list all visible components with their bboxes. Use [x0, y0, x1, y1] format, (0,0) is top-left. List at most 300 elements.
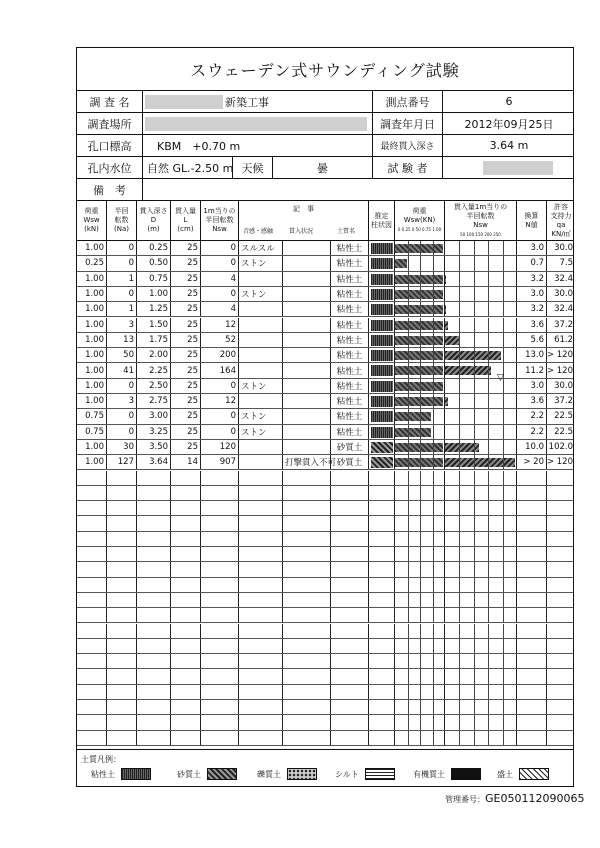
- cell-na: [107, 486, 137, 500]
- grid-line: [503, 287, 504, 301]
- cell-n: [517, 624, 547, 638]
- gravel-swatch: [287, 768, 317, 780]
- grid-line: [420, 654, 421, 668]
- grid-line: [503, 241, 504, 255]
- cell-load-graph: [395, 256, 445, 270]
- cell-pen: [283, 287, 331, 301]
- cell-l: 14: [171, 455, 201, 469]
- grid-line: [474, 425, 475, 439]
- cell-n: 3.6: [517, 394, 547, 408]
- cell-d: 1.25: [137, 302, 171, 316]
- cell-pen: [283, 409, 331, 423]
- cell-l: [171, 501, 201, 515]
- grid-line: [474, 547, 475, 561]
- cell-column-diagram: [369, 363, 395, 377]
- redacted-block: [483, 161, 553, 175]
- grid-line: [488, 578, 489, 592]
- table-row: [77, 685, 573, 700]
- cell-nsw-graph: [445, 700, 517, 714]
- cell-column-diagram: [369, 562, 395, 576]
- cell-qa: 30.0: [554, 289, 573, 300]
- cell-load-graph: [395, 272, 445, 286]
- cell-wsw: 0.25: [77, 256, 107, 270]
- grid-line: [488, 715, 489, 729]
- cell-na: 50: [107, 348, 137, 362]
- cell-d: [137, 624, 171, 638]
- grid-line: [488, 394, 489, 408]
- cell-qa: [547, 700, 575, 714]
- cell-nsw: [201, 715, 239, 729]
- table-row: [77, 501, 573, 516]
- grid-line: [408, 624, 409, 638]
- cell-na: 0: [107, 287, 137, 301]
- grid-line: [433, 440, 434, 454]
- cell-pen: [283, 562, 331, 576]
- cell-na: 0: [107, 256, 137, 270]
- cell-column-diagram: [369, 715, 395, 729]
- redacted-block: [145, 117, 367, 131]
- table-row: [77, 578, 573, 593]
- grid-line: [503, 669, 504, 683]
- cell-sound: [239, 669, 283, 683]
- cell-na: [107, 471, 137, 485]
- cell-wsw: [77, 639, 107, 653]
- cell-column-diagram: [369, 302, 395, 316]
- cell-wsw: 1.00: [77, 272, 107, 286]
- cell-nsw-graph: [445, 272, 517, 286]
- grid-line: [459, 440, 460, 454]
- cell-pen: [283, 348, 331, 362]
- cell-nsw-graph: [445, 363, 517, 377]
- grid-line: [459, 363, 460, 377]
- grid-line: [474, 578, 475, 592]
- cell-d: 0.75: [137, 272, 171, 286]
- cell-pen: [283, 394, 331, 408]
- col-nsw-graph: 貫入量1m当りの 半回転数 Nsw 50 100 150 200 250: [445, 201, 517, 240]
- cell-sound: [239, 363, 283, 377]
- cell-pen: [283, 578, 331, 592]
- grid-line: [420, 241, 421, 255]
- grid-line: [503, 624, 504, 638]
- grid-line: [408, 425, 409, 439]
- cell-pen: [283, 379, 331, 393]
- cell-qa: 7.5: [559, 258, 573, 269]
- cell-sound: [239, 715, 283, 729]
- cell-nsw: 164: [201, 363, 239, 377]
- cell-wsw: [77, 654, 107, 668]
- cell-column-diagram: [369, 455, 395, 469]
- cell-n: 10.0: [517, 440, 547, 454]
- cell-soil: 粘性土: [331, 379, 369, 393]
- cell-qa: [547, 731, 575, 745]
- grid-line: [474, 486, 475, 500]
- cell-nsw: [201, 562, 239, 576]
- grid-line: [488, 685, 489, 699]
- col-column-diagram: 推定 柱状図: [369, 201, 395, 240]
- cell-n: 3.0: [517, 287, 547, 301]
- grid-line: [488, 440, 489, 454]
- table-row: [77, 608, 573, 623]
- cell-load-graph: [395, 394, 445, 408]
- col-remarks: 記 事 音感・感触 貫入状況 土質名: [239, 201, 369, 240]
- grid-line: [474, 256, 475, 270]
- cell-sound: [239, 516, 283, 530]
- grid-line: [408, 593, 409, 607]
- grid-line: [459, 624, 460, 638]
- soil-column-mark: [371, 289, 393, 300]
- soil-column-mark: [371, 335, 393, 346]
- cell-qa: [547, 624, 575, 638]
- grid-line: [420, 608, 421, 622]
- cell-wsw: 1.00: [77, 455, 107, 469]
- point-no-value: 6: [505, 95, 513, 108]
- grid-line: [408, 241, 409, 255]
- cell-qa: 37.2: [554, 396, 573, 407]
- cell-soil: [331, 700, 369, 714]
- grid-line: [503, 685, 504, 699]
- cell-qa: > 120: [546, 365, 573, 376]
- grid-line: [488, 256, 489, 270]
- grid-line: [474, 471, 475, 485]
- cell-qa: [547, 501, 575, 515]
- cell-na: 0: [107, 379, 137, 393]
- grid-line: [474, 639, 475, 653]
- remarks-label: 備 考: [77, 179, 143, 200]
- cell-l: 25: [171, 302, 201, 316]
- col-nsw: 1m当りの 半回転数 Nsw: [201, 201, 239, 240]
- cell-nsw: [201, 486, 239, 500]
- grid-line: [420, 394, 421, 408]
- grid-line: [488, 624, 489, 638]
- cell-soil: [331, 593, 369, 607]
- table-row: [77, 372, 573, 394]
- cell-na: 3: [107, 318, 137, 332]
- col-n-value: 換算 N値: [517, 201, 547, 240]
- grid-line: [459, 715, 460, 729]
- cell-pen: [283, 654, 331, 668]
- grid-line: [433, 731, 434, 745]
- cell-l: [171, 639, 201, 653]
- grid-line: [408, 654, 409, 668]
- cell-column-diagram: [369, 241, 395, 255]
- cell-wsw: [77, 486, 107, 500]
- grid-line: [420, 593, 421, 607]
- grid-line: [459, 731, 460, 745]
- cell-wsw: 1.00: [77, 241, 107, 255]
- table-row: [77, 715, 573, 730]
- grid-line: [459, 700, 460, 714]
- cell-soil: 粘性土: [331, 318, 369, 332]
- cell-nsw: 0: [201, 241, 239, 255]
- grid-line: [459, 318, 460, 332]
- cell-d: 2.75: [137, 394, 171, 408]
- cell-na: [107, 624, 137, 638]
- cell-na: [107, 593, 137, 607]
- cell-nsw-graph: [445, 547, 517, 561]
- grid-line: [420, 547, 421, 561]
- cell-pen: [283, 547, 331, 561]
- cell-pen: [283, 318, 331, 332]
- grid-line: [408, 532, 409, 546]
- grid-line: [408, 516, 409, 530]
- table-row: [77, 318, 573, 333]
- cell-qa: > 120: [546, 350, 573, 361]
- table-row: [77, 409, 573, 424]
- grid-line: [488, 608, 489, 622]
- grid-line: [408, 318, 409, 332]
- cell-l: 25: [171, 272, 201, 286]
- cell-d: [137, 593, 171, 607]
- cell-sound: [239, 394, 283, 408]
- grid-line: [420, 287, 421, 301]
- grid-line: [503, 608, 504, 622]
- cell-column-diagram: [369, 379, 395, 393]
- cell-soil: 粘性土: [331, 333, 369, 347]
- grid-line: [408, 486, 409, 500]
- cell-soil: 砂質土: [331, 440, 369, 454]
- grid-line: [503, 318, 504, 332]
- grid-line: [474, 532, 475, 546]
- grid-line: [474, 440, 475, 454]
- cell-nsw-graph: [445, 409, 517, 423]
- survey-name-field: [143, 91, 373, 112]
- grid-line: [408, 287, 409, 301]
- legend-clay: 粘性土: [91, 768, 151, 780]
- cell-l: [171, 578, 201, 592]
- cell-nsw: 52: [201, 333, 239, 347]
- cell-wsw: 1.00: [77, 394, 107, 408]
- grid-line: [420, 348, 421, 362]
- cell-l: [171, 593, 201, 607]
- legend-sand: 砂質土: [177, 768, 237, 780]
- grid-line: [488, 409, 489, 423]
- cell-l: 25: [171, 287, 201, 301]
- cell-nsw: [201, 501, 239, 515]
- cell-column-diagram: [369, 348, 395, 362]
- col-depth: 貫入深さ D (m): [137, 201, 171, 240]
- cell-nsw-graph: [445, 302, 517, 316]
- grid-line: [408, 685, 409, 699]
- cell-nsw-graph: [445, 516, 517, 530]
- cell-n: 2.2: [517, 409, 547, 423]
- cell-nsw-graph: [445, 486, 517, 500]
- grid-line: [503, 348, 504, 362]
- cell-d: [137, 501, 171, 515]
- cell-nsw: [201, 471, 239, 485]
- grid-line: [408, 409, 409, 423]
- cell-wsw: [77, 624, 107, 638]
- grid-line: [433, 700, 434, 714]
- grid-line: [488, 241, 489, 255]
- load-bar: [395, 290, 443, 299]
- legend-label: 土質凡例：: [81, 755, 121, 764]
- cell-pen: [283, 471, 331, 485]
- cell-pen: [283, 486, 331, 500]
- cell-load-graph: [395, 425, 445, 439]
- load-bar: [395, 412, 431, 421]
- cell-nsw-graph: [445, 241, 517, 255]
- grid-line: [459, 608, 460, 622]
- cell-column-diagram: [369, 318, 395, 332]
- grid-line: [420, 318, 421, 332]
- weather-label: 天候: [233, 157, 273, 178]
- cell-nsw: 12: [201, 394, 239, 408]
- cell-d: 0.25: [137, 241, 171, 255]
- cell-load-graph: [395, 455, 445, 469]
- cell-pen: [283, 624, 331, 638]
- soil-column-mark: [371, 350, 393, 361]
- cell-l: [171, 562, 201, 576]
- cell-wsw: [77, 715, 107, 729]
- cell-column-diagram: [369, 578, 395, 592]
- cell-d: 1.00: [137, 287, 171, 301]
- cell-n: [517, 593, 547, 607]
- grid-line: [433, 516, 434, 530]
- cell-column-diagram: [369, 516, 395, 530]
- cell-d: 1.50: [137, 318, 171, 332]
- tester-label: 試 験 者: [373, 157, 443, 178]
- cell-soil: [331, 669, 369, 683]
- cell-wsw: 1.00: [77, 302, 107, 316]
- fill-swatch: [519, 768, 549, 780]
- load-bar: [395, 259, 407, 268]
- cell-na: [107, 578, 137, 592]
- cell-soil: [331, 516, 369, 530]
- load-bar: [395, 428, 431, 437]
- cell-pen: [283, 363, 331, 377]
- cell-nsw-graph: [445, 731, 517, 745]
- cell-pen: [283, 501, 331, 515]
- cell-sound: [239, 608, 283, 622]
- cell-qa: [547, 669, 575, 683]
- grid-line: [420, 379, 421, 393]
- cell-load-graph: [395, 654, 445, 668]
- grid-line: [433, 363, 434, 377]
- cell-column-diagram: [369, 409, 395, 423]
- cell-sound: [239, 654, 283, 668]
- cell-pen: [283, 241, 331, 255]
- cell-d: 2.50: [137, 379, 171, 393]
- cell-soil: [331, 501, 369, 515]
- cell-load-graph: [395, 715, 445, 729]
- cell-soil: 粘性土: [331, 241, 369, 255]
- legend-fill: 盛土: [497, 768, 549, 780]
- cell-d: [137, 486, 171, 500]
- grid-line: [503, 409, 504, 423]
- grid-line: [459, 532, 460, 546]
- cell-load-graph: [395, 241, 445, 255]
- cell-n: [517, 685, 547, 699]
- grid-line: [433, 287, 434, 301]
- cell-pen: [283, 516, 331, 530]
- grid-line: [420, 532, 421, 546]
- cell-l: 25: [171, 318, 201, 332]
- grid-line: [408, 363, 409, 377]
- cell-na: [107, 654, 137, 668]
- cell-qa: 22.5: [554, 411, 573, 422]
- cell-d: [137, 562, 171, 576]
- soil-column-mark: [371, 274, 393, 285]
- grid-line: [474, 608, 475, 622]
- column-headers: [77, 201, 573, 241]
- cell-sound: [239, 593, 283, 607]
- cell-soil: [331, 715, 369, 729]
- cell-n: [517, 654, 547, 668]
- cell-qa: [547, 547, 575, 561]
- cell-nsw: [201, 593, 239, 607]
- cell-sound: ストン: [239, 287, 283, 301]
- grid-line: [420, 272, 421, 286]
- cell-pen: [283, 425, 331, 439]
- cell-sound: [239, 578, 283, 592]
- grid-line: [420, 685, 421, 699]
- cell-na: 41: [107, 363, 137, 377]
- cell-sound: [239, 455, 283, 469]
- cell-soil: [331, 608, 369, 622]
- cell-soil: [331, 624, 369, 638]
- grid-line: [474, 333, 475, 347]
- cell-sound: [239, 471, 283, 485]
- cell-column-diagram: [369, 256, 395, 270]
- soil-column-mark: [371, 457, 393, 468]
- cell-nsw-graph: [445, 501, 517, 515]
- cell-sound: ストン: [239, 256, 283, 270]
- cell-nsw: 0: [201, 379, 239, 393]
- elevation-label: 孔口標高: [77, 135, 143, 156]
- kiji-sub-sound: 音感・感触: [243, 228, 274, 235]
- grid-line: [503, 731, 504, 745]
- cell-n: [517, 731, 547, 745]
- cell-nsw: [201, 654, 239, 668]
- cell-nsw: 200: [201, 348, 239, 362]
- grid-line: [459, 348, 460, 362]
- cell-qa: [547, 593, 575, 607]
- cell-wsw: [77, 547, 107, 561]
- cell-sound: [239, 624, 283, 638]
- final-depth-label: 最終貫入深さ: [373, 135, 443, 156]
- grid-line: [433, 654, 434, 668]
- cell-sound: [239, 685, 283, 699]
- cell-load-graph: [395, 731, 445, 745]
- cell-nsw: [201, 624, 239, 638]
- cell-load-graph: [395, 685, 445, 699]
- cell-d: [137, 639, 171, 653]
- cell-sound: [239, 440, 283, 454]
- cell-soil: [331, 578, 369, 592]
- grid-line: [408, 578, 409, 592]
- grid-line: [474, 700, 475, 714]
- cell-nsw: [201, 639, 239, 653]
- legend-gravel: 礫質土: [257, 768, 317, 780]
- cell-column-diagram: [369, 639, 395, 653]
- grid-line: [433, 318, 434, 332]
- cell-l: [171, 608, 201, 622]
- cell-soil: [331, 471, 369, 485]
- cell-qa: 30.0: [554, 243, 573, 254]
- cell-nsw-graph: [445, 455, 517, 469]
- grid-line: [488, 669, 489, 683]
- cell-nsw-graph: [445, 333, 517, 347]
- cell-qa: 61.2: [554, 334, 573, 345]
- grid-line: [459, 302, 460, 316]
- cell-n: [517, 700, 547, 714]
- grid-line: [433, 394, 434, 408]
- cell-na: [107, 501, 137, 515]
- cell-load-graph: [395, 608, 445, 622]
- cell-n: 3.0: [517, 241, 547, 255]
- grid-line: [433, 333, 434, 347]
- cell-n: [517, 501, 547, 515]
